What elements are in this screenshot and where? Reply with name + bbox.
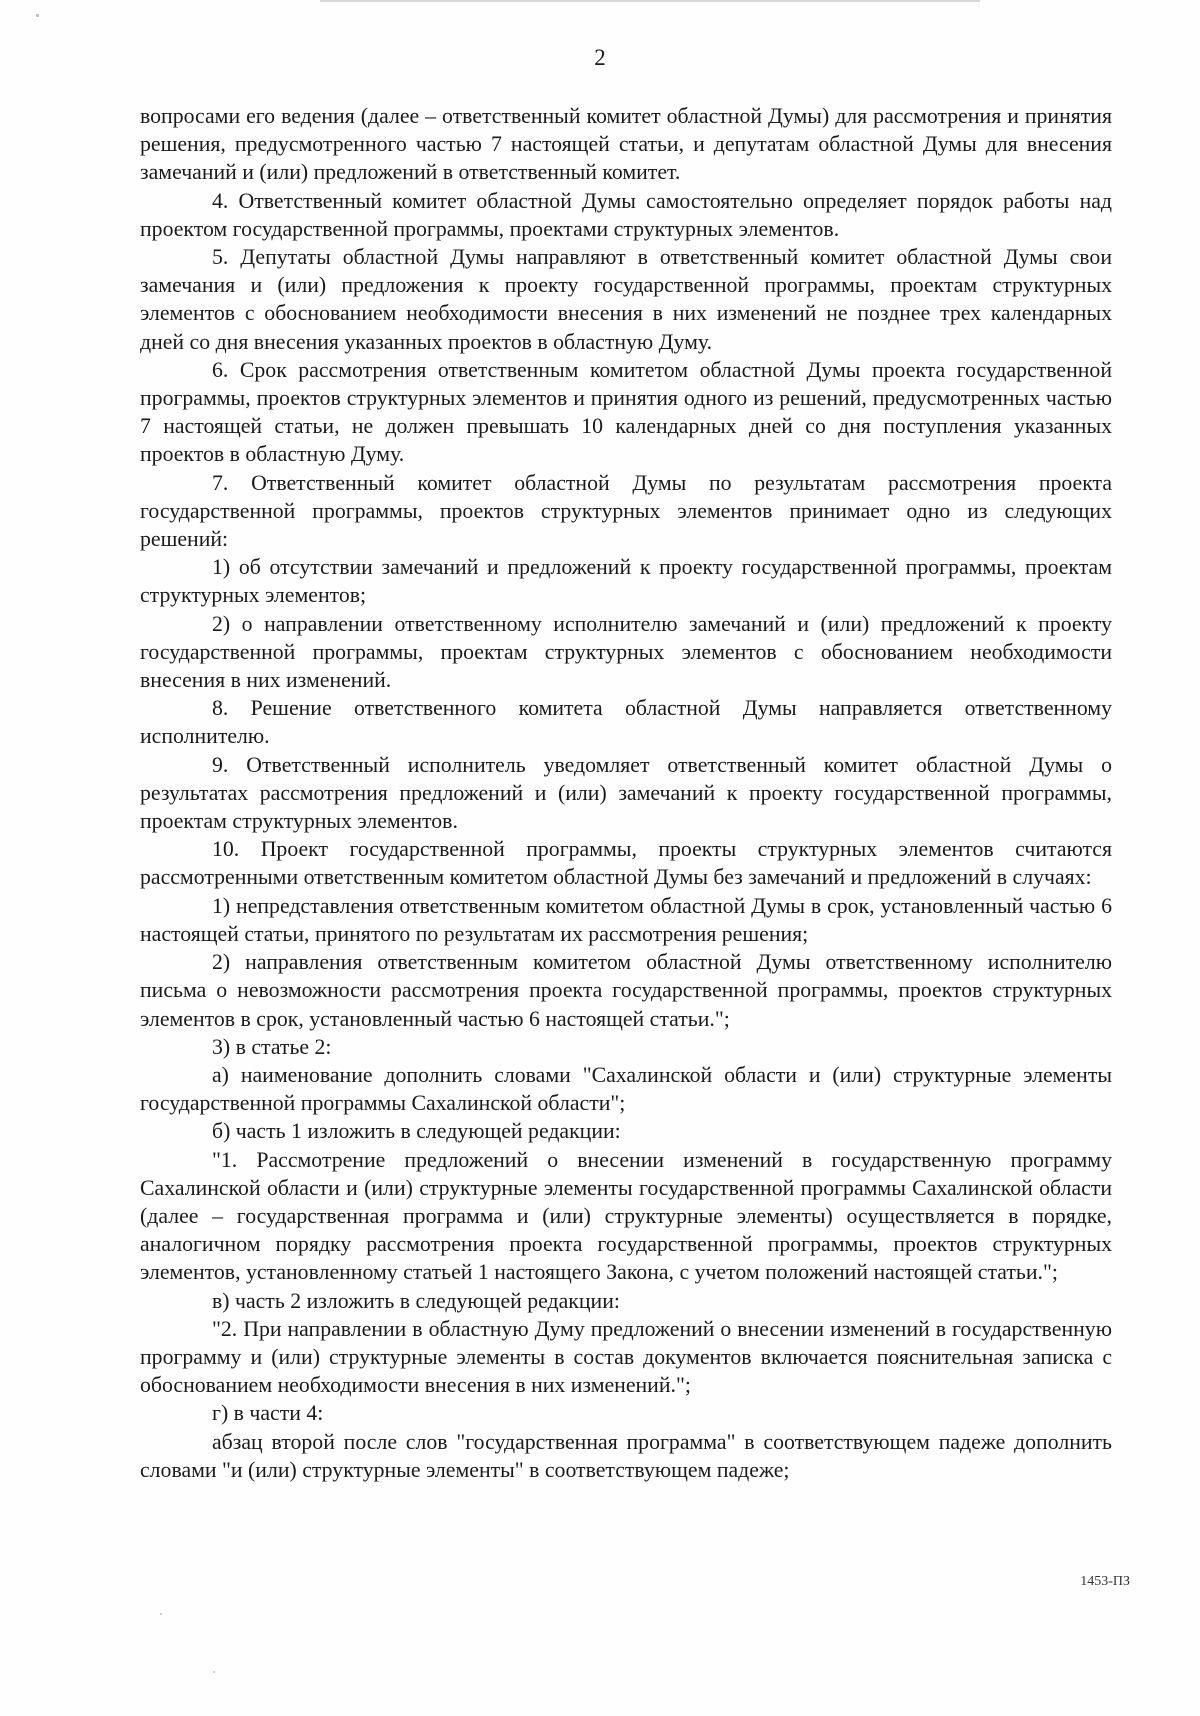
paragraph: "1. Рассмотрение предложений о внесении изменений в государственную программу Сахалинской области и (или) структурные элементы государственной программы Сахалинской области (далее – государственная программа и (или) структурные элементы) осуществляется в порядке, аналогичном порядку рассмотрения проекта государственной программы, проектов структурных элементов, установленному статьей 1 настоящего Закона, с учетом положений настоящей статьи.";: [140, 1147, 1112, 1285]
paragraph: 9. Ответственный исполнитель уведомляет ответственный комитет областной Думы о результатах рассмотрения предложений и (или) замечаний к проекту государственной программы, проектам структурных элементов.: [140, 752, 1112, 834]
paragraph: 3) в статье 2:: [212, 1034, 332, 1059]
document-body: [140, 102, 1112, 1484]
paragraph: абзац второй после слов "государственная программа" в соответствующем падеже дополнить словами "и (или) структурные элементы" в соответствующем падеже;: [140, 1429, 1112, 1482]
paragraph: 5. Депутаты областной Думы направляют в ответственный комитет областной Думы свои замечания и (или) предложения к проекту государственной программы, проектам структурных элементов с обоснованием необходимости внесения в них изменений не позднее трех календарных дней со дня внесения указанных проектов в областную Думу.: [140, 245, 1112, 354]
paragraph: а) наименование дополнить словами "Сахалинской области и (или) структурные элементы государственной программы Сахалинской области";: [140, 1062, 1112, 1116]
paragraph: 1) непредставления ответственным комитетом областной Думы в срок, установленный частью 6 настоящей статьи, принятого по результатам их рассмотрения решения;: [140, 893, 1112, 946]
paragraph: 1) об отсутствии замечаний и предложений к проекту государственной программы, проектам структурных элементов;: [140, 555, 1112, 608]
paragraph: вопросами его ведения (далее – ответственный комитет областной Думы) для рассмотрения и принятия решения, предусмотренного частью 7 настоящей статьи, и депутатам областной Думы для внесения замечаний и (или) предложений в ответственный комитет.: [140, 104, 1112, 185]
paragraph: 6. Срок рассмотрения ответственным комитетом областной Думы проекта государственной программы, проектов структурных элементов и принятия одного из решений, предусмотренных частью 7 настоящей статьи, не должен превышать 10 календарных дней со дня поступления указанных проектов в областную Думу.: [140, 357, 1112, 467]
paragraph: г) в части 4:: [212, 1401, 324, 1426]
paragraph: 7. Ответственный комитет областной Думы по результатам рассмотрения проекта государственной программы, проектов структурных элементов принимает одно из следующих решений:: [140, 470, 1112, 552]
document-code: 1453-ПЗ: [1080, 1574, 1130, 1589]
paragraph: 8. Решение ответственного комитета областной Думы направляется ответственному исполнителю.: [140, 696, 1112, 749]
scan-edge-line: [320, 0, 980, 2]
page-number: 2: [594, 45, 606, 70]
paragraph: 2) о направлении ответственному исполнителю замечаний и (или) предложений к проекту государственной программы, проектам структурных элементов с обоснованием необходимости внесения в них изменений.: [140, 611, 1112, 693]
scan-speck: [160, 1613, 162, 1615]
paragraph: 4. Ответственный комитет областной Думы самостоятельно определяет порядок работы над проектом государственной программы, проектами структурных элементов.: [140, 188, 1112, 241]
scan-speck: [36, 14, 39, 17]
paragraph: 10. Проект государственной программы, проекты структурных элементов считаются рассмотренными ответственным комитетом областной Думы без замечаний и предложений в случаях:: [140, 837, 1112, 890]
paragraph: "2. При направлении в областную Думу предложений о внесении изменений в государственную программу и (или) структурные элементы в состав документов включается пояснительная записка с обоснованием необходимости внесения в них изменений.";: [140, 1316, 1112, 1398]
paragraph: 2) направления ответственным комитетом областной Думы ответственному исполнителю письма о невозможности рассмотрения проекта государственной программы, проектов структурных элементов в срок, установленный частью 6 настоящей статьи.";: [140, 950, 1112, 1031]
paragraph: в) часть 2 изложить в следующей редакции:: [212, 1288, 620, 1313]
scan-speck: [213, 1671, 215, 1673]
paragraph: б) часть 1 изложить в следующей редакции:: [212, 1119, 621, 1144]
